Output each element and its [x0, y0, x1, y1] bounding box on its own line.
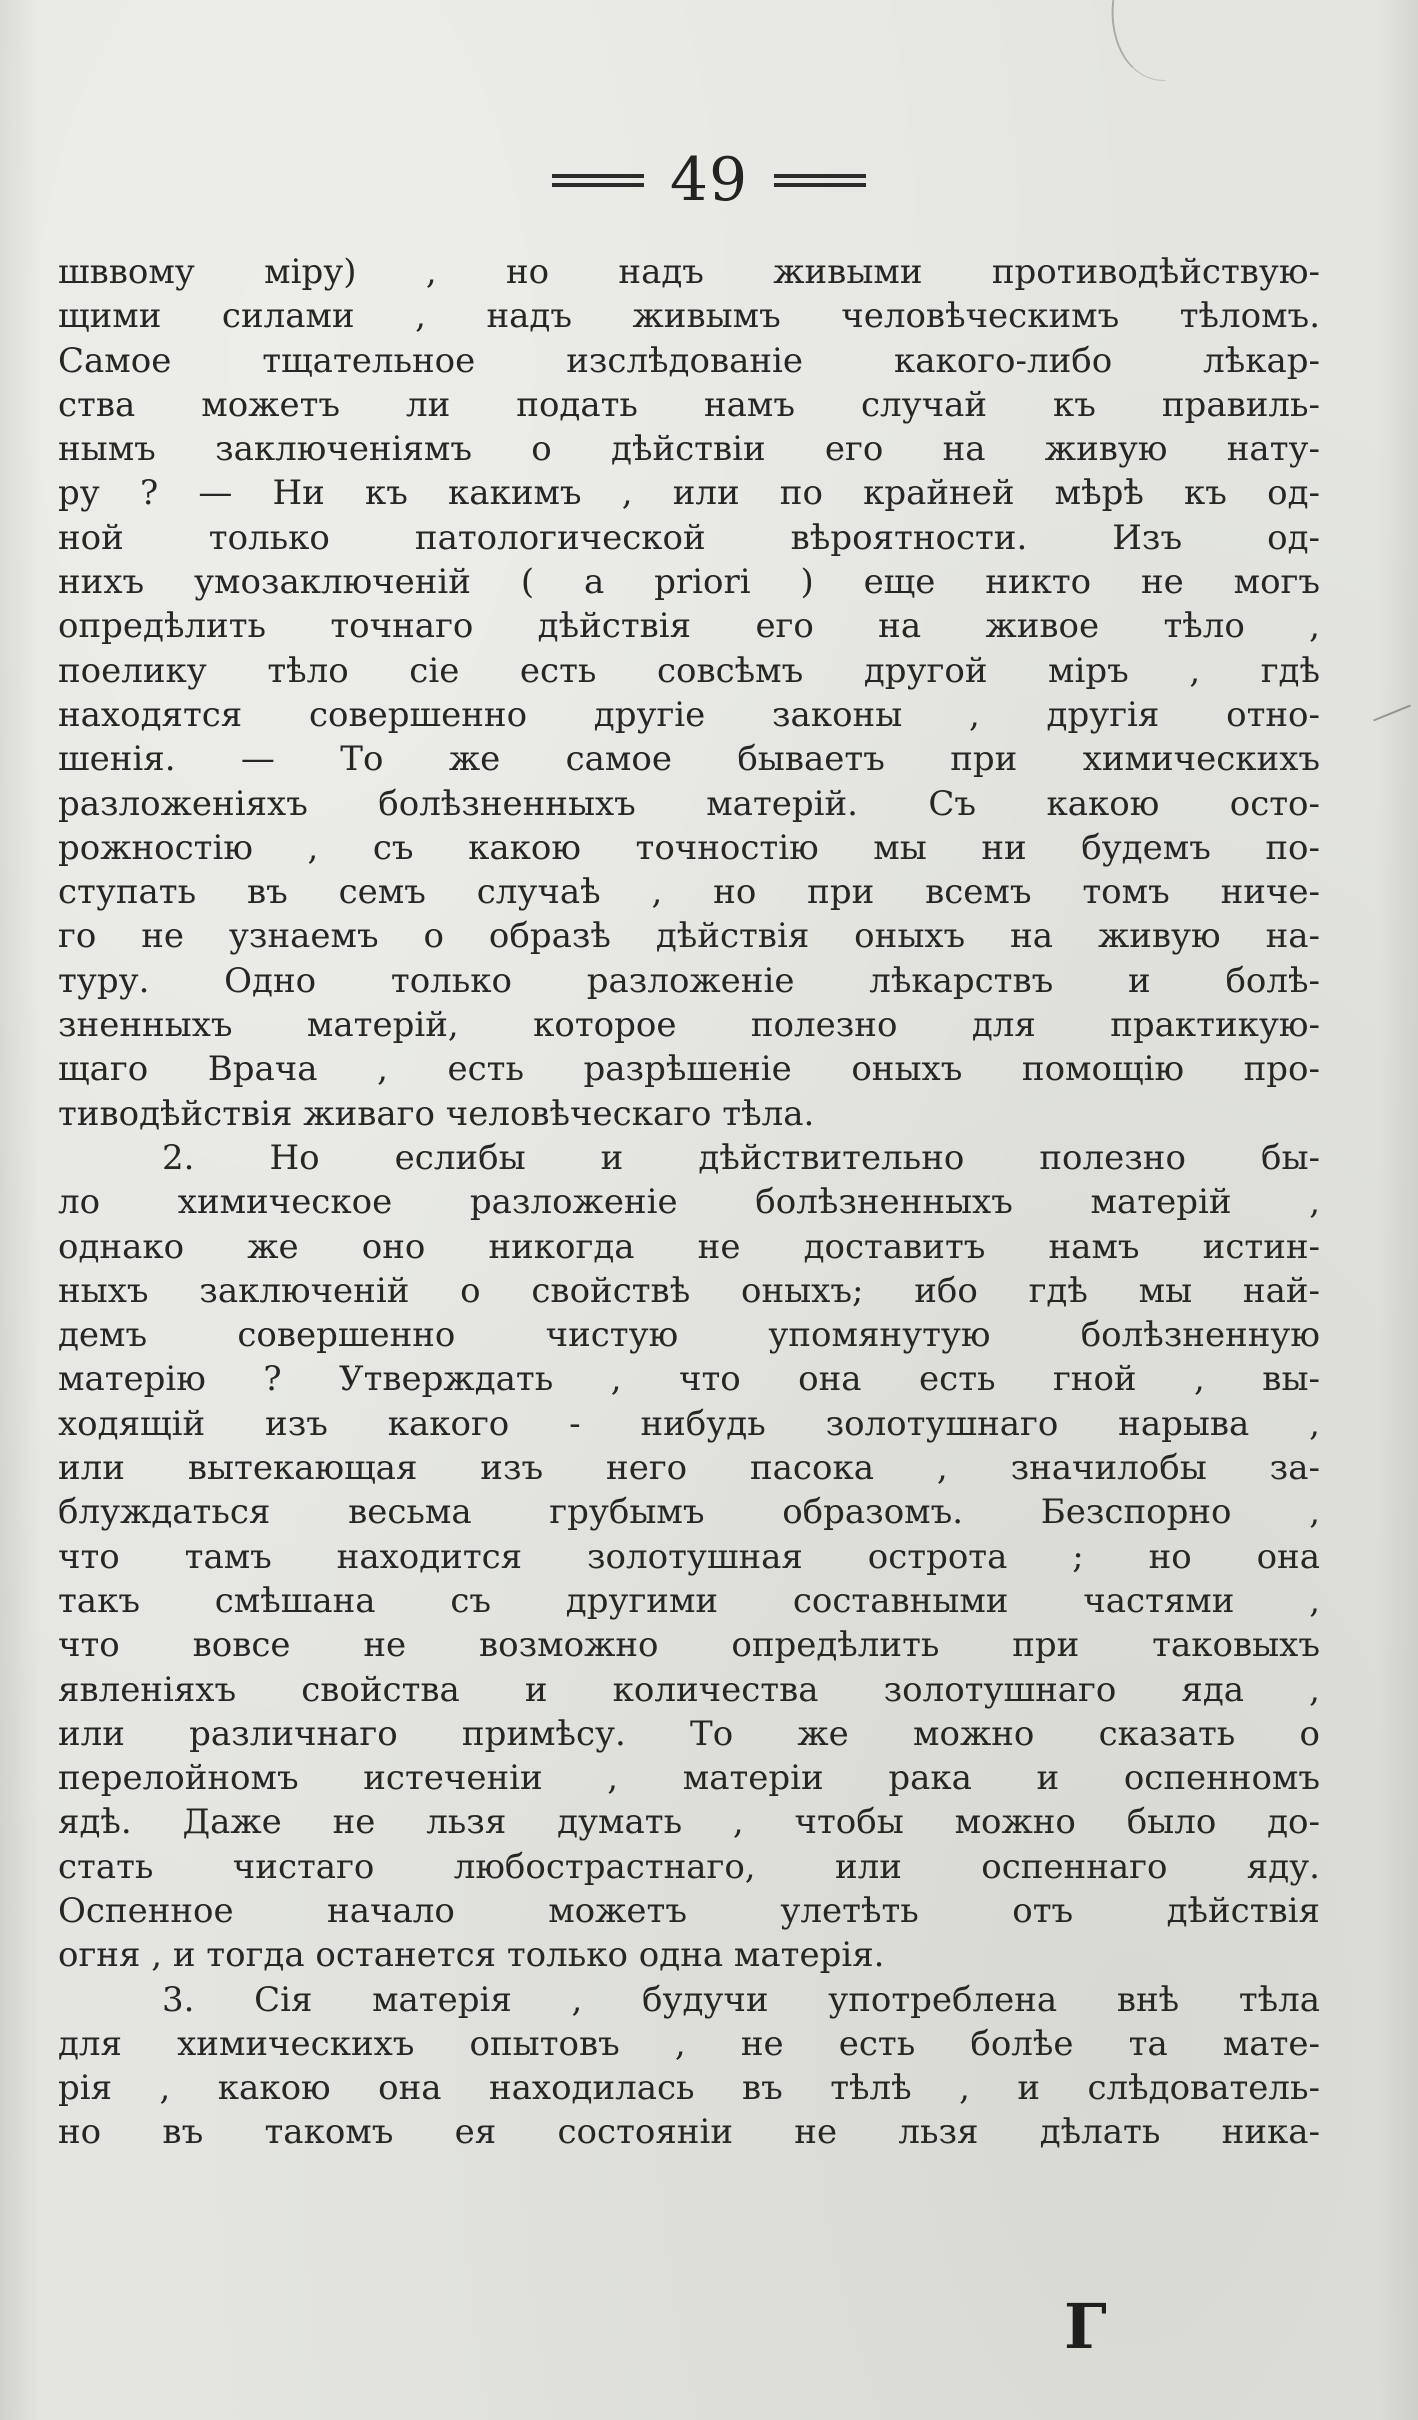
text-line: щими силами , надъ живымъ человѣческимъ тѣломъ.: [58, 296, 1320, 337]
text-line: ступать въ семъ случаѣ , но при всемъ томъ ниче-: [58, 872, 1320, 913]
text-line: находятся совершенно другіе законы , другія отно-: [58, 694, 1320, 735]
text-line: нихъ умозаключеній ( a priori ) еще никто не могъ: [58, 562, 1320, 603]
text-line: поелику тѣло сіе есть совсѣмъ другой міръ , гдѣ: [58, 650, 1320, 691]
page-corner-crease: [1104, 0, 1175, 81]
text-line: явленіяхъ свойства и количества золотушнаго яда ,: [58, 1669, 1320, 1710]
text-line: или различнаго примѣсу. То же можно сказать о: [58, 1713, 1320, 1754]
text-line: рія , какою она находилась въ тѣлѣ , и слѣдователь-: [58, 2068, 1320, 2109]
text-line: Самое тщательное изслѣдованіе какого-либо лѣкар-: [58, 340, 1320, 381]
text-line: огня , и тогда останется только одна матерія.: [58, 1935, 885, 1976]
text-line: ло химическое разложеніе болѣзненныхъ матерій ,: [58, 1182, 1320, 1223]
page-number: 49: [669, 145, 749, 215]
text-line: зненныхъ матерій, которое полезно для практикую-: [58, 1005, 1320, 1046]
text-line: Оспенное начало можетъ улетѣть отъ дѣйствія: [58, 1890, 1320, 1931]
signature-mark: Г: [1064, 2290, 1107, 2363]
text-line: нымъ заключеніямъ о дѣйствіи его на живую нату-: [58, 429, 1320, 470]
text-line: ной только патологической вѣроятности. Изъ од-: [58, 517, 1320, 558]
text-line: стать чистаго любострастнаго, или оспеннаго яду.: [58, 1846, 1320, 1887]
text-line: что вовсе не возможно опредѣлить при таковыхъ: [58, 1625, 1320, 1666]
text-line: однако же оно никогда не доставитъ намъ истин-: [58, 1226, 1320, 1267]
text-line: рожностію , съ какою точностію мы ни будемъ по-: [58, 827, 1320, 868]
text-line: блуждаться весьма грубымъ образомъ. Безспорно ,: [58, 1492, 1320, 1533]
text-line: демъ совершенно чистую упомянутую болѣзненную: [58, 1315, 1320, 1356]
text-line: щаго Врача , есть разрѣшеніе оныхъ помощію про-: [58, 1049, 1320, 1090]
text-line: или вытекающая изъ него пасока , значилобы за-: [58, 1448, 1320, 1489]
text-line: такъ смѣшана съ другими составными частями ,: [58, 1580, 1320, 1621]
text-line: ядѣ. Даже не льзя думать , чтобы можно было до-: [58, 1802, 1320, 1843]
text-line: что тамъ находится золотушная острота ; но она: [58, 1536, 1320, 1577]
text-line: ства можетъ ли подать намъ случай къ правиль-: [58, 384, 1320, 425]
margin-pencil-mark: [1373, 705, 1411, 722]
text-line: разложеніяхъ болѣзненныхъ матерій. Съ какою осто-: [58, 783, 1320, 824]
text-line: го не узнаемъ о образѣ дѣйствія оныхъ на живую на-: [58, 916, 1320, 957]
text-line: туру. Одно только разложеніе лѣкарствъ и болѣ-: [58, 960, 1320, 1001]
text-line: тиводѣйствія живаго человѣческаго тѣла.: [58, 1093, 815, 1134]
text-line: ходящій изъ какого - нибудь золотушнаго нарыва ,: [58, 1403, 1320, 1444]
text-line: матерію ? Утверждать , что она есть гной , вы-: [58, 1359, 1320, 1400]
text-line: опредѣлить точнаго дѣйствія его на живое тѣло ,: [58, 606, 1320, 647]
text-line: шввому міру) , но надъ живыми противодѣйствую-: [58, 252, 1320, 292]
body-text: [58, 250, 1320, 2155]
text-line: 2. Но еслибы и дѣйствительно полезно бы-: [162, 1137, 1320, 1178]
page-header: [0, 140, 1418, 220]
header-rule-left: [552, 174, 644, 187]
text-line: 3. Сія матерія , будучи употреблена внѣ тѣла: [162, 1979, 1320, 2020]
header-rule-right: [774, 174, 866, 187]
text-line: для химическихъ опытовъ , не есть болѣе та мате-: [58, 2023, 1320, 2064]
text-line: перелойномъ истеченіи , матеріи рака и оспенномъ: [58, 1758, 1320, 1799]
text-line: ныхъ заключеній о свойствѣ оныхъ; ибо гдѣ мы най-: [58, 1270, 1320, 1311]
text-line: шенія. — То же самое бываетъ при химическихъ: [58, 739, 1320, 780]
text-line: ру ? — Ни къ какимъ , или по крайней мѣрѣ къ од-: [58, 473, 1320, 514]
text-line: но въ такомъ ея состояніи не льзя дѣлать ника-: [58, 2112, 1320, 2153]
